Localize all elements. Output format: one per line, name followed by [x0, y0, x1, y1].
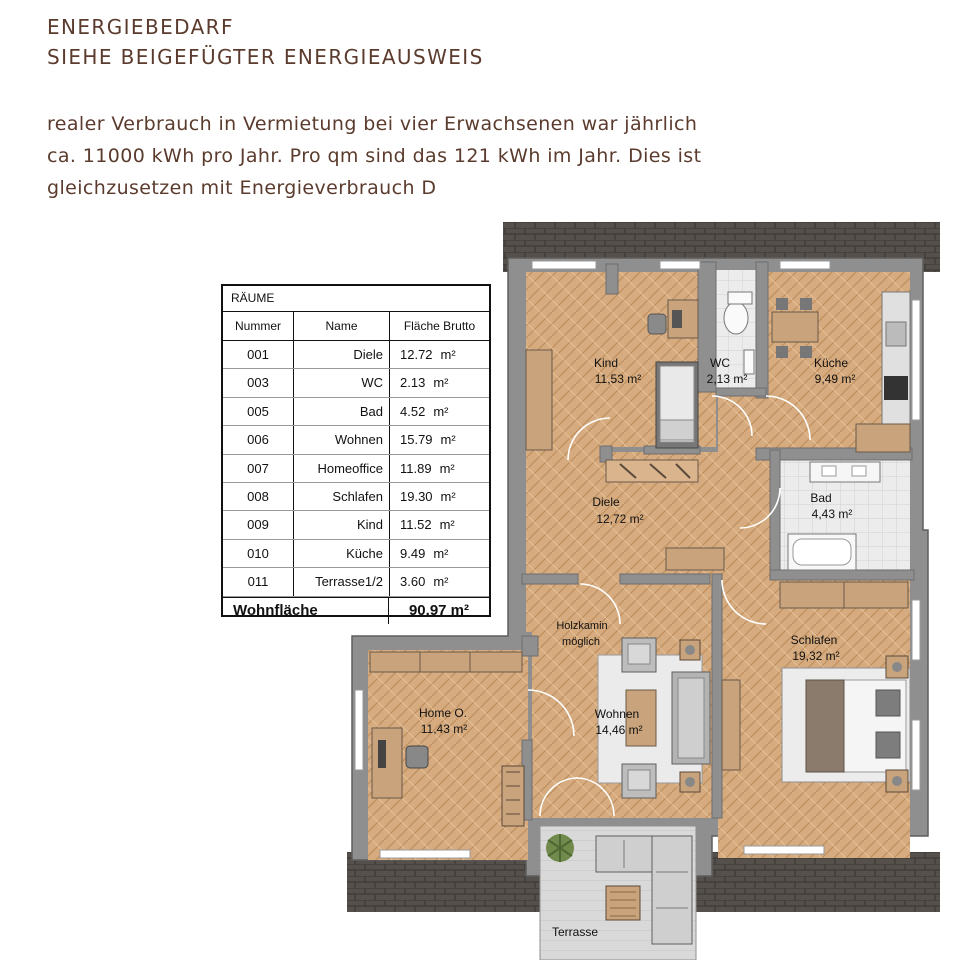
cell-area	[390, 511, 489, 538]
label-diele-name: Diele	[592, 495, 620, 509]
cell-name: Wohnen	[294, 426, 390, 453]
cell-number: 005	[223, 398, 294, 425]
label-diele-area: 12,72 m²	[596, 512, 644, 526]
paragraph-line-2: ca. 11000 kWh pro Jahr. Pro qm sind das 121 kWh im Jahr. Dies ist	[47, 145, 702, 167]
label-home-name: Home O.	[418, 706, 468, 720]
heading-line-1: ENERGIEBEDARF	[47, 15, 234, 39]
cell-area	[390, 483, 489, 510]
rooms-table-total	[223, 597, 489, 624]
label-kueche-name: Küche	[813, 356, 849, 370]
label-bad-area: 4,43 m²	[811, 507, 853, 521]
cell-name: Kind	[294, 511, 390, 538]
cell-name: Diele	[294, 341, 390, 368]
cell-area	[390, 398, 489, 425]
cell-area	[390, 341, 489, 368]
cell-area	[390, 540, 489, 567]
label-holzkamin-1: Holzkamin	[556, 620, 608, 632]
label-wc-name: WC	[710, 356, 730, 370]
consumption-paragraph	[47, 108, 701, 204]
label-kueche-area: 9,49 m²	[814, 372, 856, 386]
cell-name: Schlafen	[294, 483, 390, 510]
table-row	[223, 511, 489, 539]
header-number: Nummer	[223, 312, 294, 340]
cell-area-value: 3.60	[400, 574, 426, 590]
cell-name: Küche	[294, 540, 390, 567]
label-bad-name: Bad	[810, 491, 832, 505]
cell-area-unit: m²	[440, 347, 456, 362]
label-kind-name: Kind	[593, 356, 619, 370]
cell-number: 001	[223, 341, 294, 368]
cell-area-value: 12.72	[400, 347, 433, 362]
label-schlafen-name: Schlafen	[790, 633, 838, 647]
total-label: Wohnfläche	[223, 598, 389, 624]
cell-name: Homeoffice	[294, 455, 390, 482]
cell-name: Bad	[294, 398, 390, 425]
cell-area-value: 15.79	[400, 432, 433, 448]
paragraph-line-3: gleichzusetzen mit Energieverbrauch D	[47, 177, 437, 199]
rooms-table	[221, 284, 491, 617]
label-wc-area: 2,13 m²	[706, 372, 748, 386]
cell-area-value: 4.52	[400, 403, 426, 419]
cell-area-value: 11.89	[400, 460, 432, 476]
cell-number: 010	[223, 540, 294, 567]
rooms-table-header	[223, 312, 489, 341]
cell-name: WC	[294, 369, 390, 396]
cell-area-value: 9.49	[400, 545, 426, 561]
cell-area	[390, 426, 489, 453]
table-row	[223, 540, 489, 568]
cell-area-unit: m²	[433, 545, 449, 561]
cell-area-unit: m²	[439, 460, 455, 476]
table-row	[223, 483, 489, 511]
label-home-area: 11,43 m²	[420, 722, 468, 736]
energy-heading	[47, 12, 484, 72]
label-wohnen-area: 14,46 m²	[595, 723, 643, 737]
terrasse	[540, 826, 696, 960]
cell-area-unit: m²	[433, 403, 449, 419]
cell-area-unit: m²	[433, 574, 449, 590]
paragraph-line-1: realer Verbrauch in Vermietung bei vier Erwachsenen war jährlich	[47, 113, 698, 135]
label-schlafen-area: 19,32 m²	[792, 649, 840, 663]
cell-area-value: 11.52	[400, 517, 432, 533]
header-name: Name	[294, 312, 390, 340]
rooms-table-body	[223, 341, 489, 597]
label-wohnen-name: Wohnen	[594, 707, 640, 721]
cell-area-unit: m²	[440, 432, 456, 448]
cell-area	[390, 455, 489, 482]
cell-number: 011	[223, 568, 294, 595]
table-row	[223, 568, 489, 596]
label-holzkamin-2: möglich	[562, 636, 600, 648]
cell-area-unit: m²	[440, 488, 456, 504]
cell-number: 009	[223, 511, 294, 538]
cell-area	[390, 369, 489, 396]
cell-area	[390, 568, 489, 595]
label-terrasse-name: Terrasse	[551, 925, 599, 939]
total-value: 90.97 m²	[408, 601, 470, 619]
cell-number: 006	[223, 426, 294, 453]
table-row	[223, 426, 489, 454]
table-row	[223, 369, 489, 397]
label-kind-area: 11,53 m²	[594, 372, 642, 386]
cell-number: 003	[223, 369, 294, 396]
cell-number: 008	[223, 483, 294, 510]
cell-number: 007	[223, 455, 294, 482]
table-row	[223, 398, 489, 426]
table-row	[223, 341, 489, 369]
cell-area-unit: m²	[439, 517, 455, 533]
header-area: Fläche Brutto	[403, 319, 476, 333]
table-row	[223, 455, 489, 483]
cell-area-value: 2.13	[400, 375, 426, 391]
cell-name: Terrasse1/2	[294, 568, 390, 595]
cell-area-value: 19.30	[400, 488, 433, 504]
rooms-table-title: RÄUME	[223, 286, 489, 312]
cell-area-unit: m²	[433, 375, 449, 391]
heading-line-2: SIEHE BEIGEFÜGTER ENERGIEAUSWEIS	[47, 45, 484, 69]
